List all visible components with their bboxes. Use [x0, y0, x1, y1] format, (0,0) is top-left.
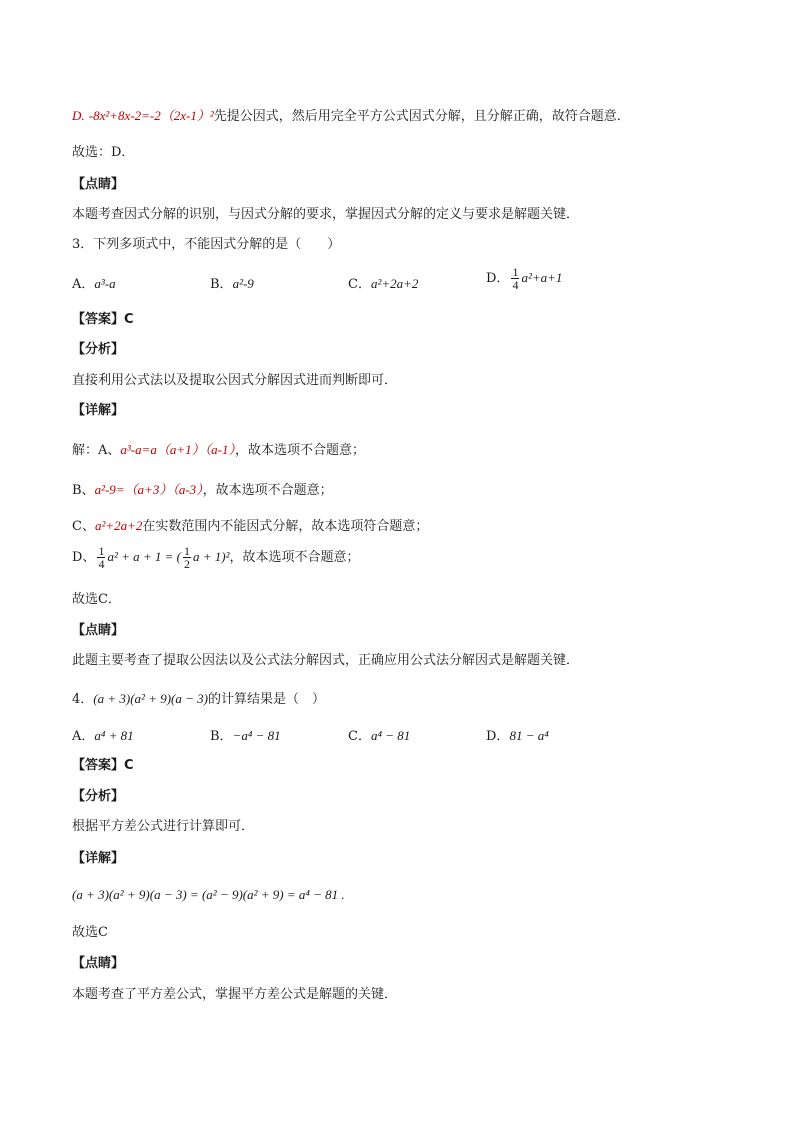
- q3-option-c-expr: a²+2a+2: [370, 276, 419, 291]
- q3-solution-b: [72, 481, 333, 500]
- q4-options: [72, 727, 722, 747]
- q3-option-a-expr: a³-a: [94, 276, 116, 291]
- q3-solution-b-suffix: ，故本选项不合题意；: [202, 483, 333, 498]
- q4-option-b-label: B．: [210, 729, 233, 744]
- q3-solution-a: [72, 441, 365, 460]
- q2-d-expression: -8x²+8x-2=-2（2x-1）²: [88, 108, 214, 123]
- q3-option-a: [72, 275, 116, 294]
- q3-option-d: [486, 266, 562, 291]
- q4-stem-number: 4．: [72, 692, 94, 707]
- q4-option-c-expr: a⁴ − 81: [370, 728, 411, 743]
- q3-xiangjie-label: 【详解】: [72, 403, 125, 418]
- q2-dianjing-label: 【点睛】: [72, 177, 125, 192]
- q3-solution-a-expr: a³-a=a（a+1）（a-1）: [120, 442, 235, 457]
- frac-denominator: 2: [183, 557, 190, 571]
- q3-solution-c: [72, 517, 428, 536]
- q2-d-text: 先提公因式，然后用完全平方公式因式分解，且分解正确，故符合题意．: [213, 109, 630, 124]
- q2-option-d-explanation: [72, 107, 630, 126]
- q2-d-label: D.: [72, 108, 85, 123]
- q3-solution-a-suffix: ，故本选项不合题意；: [235, 443, 366, 458]
- frac-numerator: 1: [183, 544, 190, 558]
- q4-option-a-expr: a⁴ + 81: [94, 728, 134, 743]
- q3-options: [72, 266, 722, 302]
- q3-option-c-label: C．: [348, 277, 371, 292]
- q3-solution-c-prefix: C、: [72, 519, 95, 534]
- frac-denominator: 4: [512, 278, 519, 292]
- q3-option-a-label: A．: [72, 277, 95, 292]
- q4-xiangjie-expr: (a + 3)(a² + 9)(a − 3) = (a² − 9)(a² + 9) = a⁴ − 81 .: [72, 887, 345, 902]
- q3-stem: 3．下列多项式中，不能因式分解的是（ ）: [72, 237, 341, 252]
- q4-fenxi-label: 【分析】: [72, 789, 125, 804]
- q4-choose: 故选C: [72, 925, 108, 940]
- q3-solution-d-end: a + 1)²: [192, 549, 230, 564]
- frac-numerator: 1: [98, 544, 105, 558]
- q3-solution-d-mid: a² + a + 1 = (: [107, 549, 181, 564]
- q3-fenxi-label: 【分析】: [72, 342, 125, 357]
- frac-numerator: 1: [512, 265, 519, 279]
- q4-option-d-label: D．: [486, 729, 510, 744]
- q4-dianjing-label: 【点睛】: [72, 956, 125, 971]
- q3-choose: 故选C．: [72, 592, 121, 607]
- q4-option-b-expr: −a⁴ − 81: [232, 728, 281, 743]
- q3-dianjing-text: 此题主要考查了提取公因法以及公式法分解因式，正确应用公式法分解因式是解题关键．: [72, 653, 580, 668]
- frac-denominator: 4: [98, 557, 105, 571]
- q4-option-c-label: C．: [348, 729, 371, 744]
- q3-solution-d-fraction-1: [97, 545, 105, 570]
- q4-option-d-expr: 81 − a⁴: [509, 728, 549, 743]
- q3-solution-d-prefix: D、: [72, 550, 96, 565]
- q4-answer: 【答案】C: [72, 758, 134, 773]
- q3-solution-b-prefix: B、: [72, 483, 95, 498]
- q4-stem-expr: (a + 3)(a² + 9)(a − 3): [93, 691, 208, 706]
- q4-xiangjie-label: 【详解】: [72, 851, 125, 866]
- q3-solution-d-fraction-2: [183, 545, 191, 570]
- q4-fenxi-text: 根据平方差公式进行计算即可．: [72, 819, 255, 834]
- q3-solution-d: [72, 545, 360, 579]
- q4-stem-text: 的计算结果是（ ）: [207, 692, 325, 707]
- q4-option-a: [72, 727, 134, 746]
- q4-option-b: [210, 727, 281, 746]
- q3-solution-a-prefix: 解：A、: [72, 443, 121, 458]
- q4-stem: [72, 690, 325, 709]
- q3-option-d-fraction: [511, 266, 519, 291]
- q4-option-d: [486, 727, 549, 746]
- q4-option-c: [348, 727, 410, 746]
- q2-choose: 故选：D．: [72, 145, 135, 160]
- q3-fenxi-text: 直接利用公式法以及提取公因式分解因式进而判断即可．: [72, 373, 398, 388]
- q3-option-c: [348, 275, 418, 294]
- q3-option-b-expr: a²-9: [232, 276, 254, 291]
- q3-option-b-label: B．: [210, 277, 233, 292]
- q3-dianjing-label: 【点睛】: [72, 623, 125, 638]
- q3-solution-b-expr: a²-9=（a+3）（a-3）: [94, 482, 203, 497]
- q3-solution-d-suffix: ，故本选项不合题意；: [229, 550, 360, 565]
- q3-option-d-label: D．: [486, 271, 510, 286]
- q3-solution-c-expr: a²+2a+2: [94, 518, 143, 533]
- q2-dianjing-text: 本题考查因式分解的识别，与因式分解的要求，掌握因式分解的定义与要求是解题关键．: [72, 207, 580, 222]
- q3-answer: 【答案】C: [72, 312, 134, 327]
- q3-option-d-expr: a²+a+1: [521, 270, 563, 285]
- q4-option-a-label: A．: [72, 729, 95, 744]
- q3-solution-c-suffix: 在实数范围内不能因式分解，故本选项符合题意；: [142, 519, 429, 534]
- q3-option-b: [210, 275, 254, 294]
- q4-dianjing-text: 本题考查了平方差公式，掌握平方差公式是解题的关键．: [72, 987, 398, 1002]
